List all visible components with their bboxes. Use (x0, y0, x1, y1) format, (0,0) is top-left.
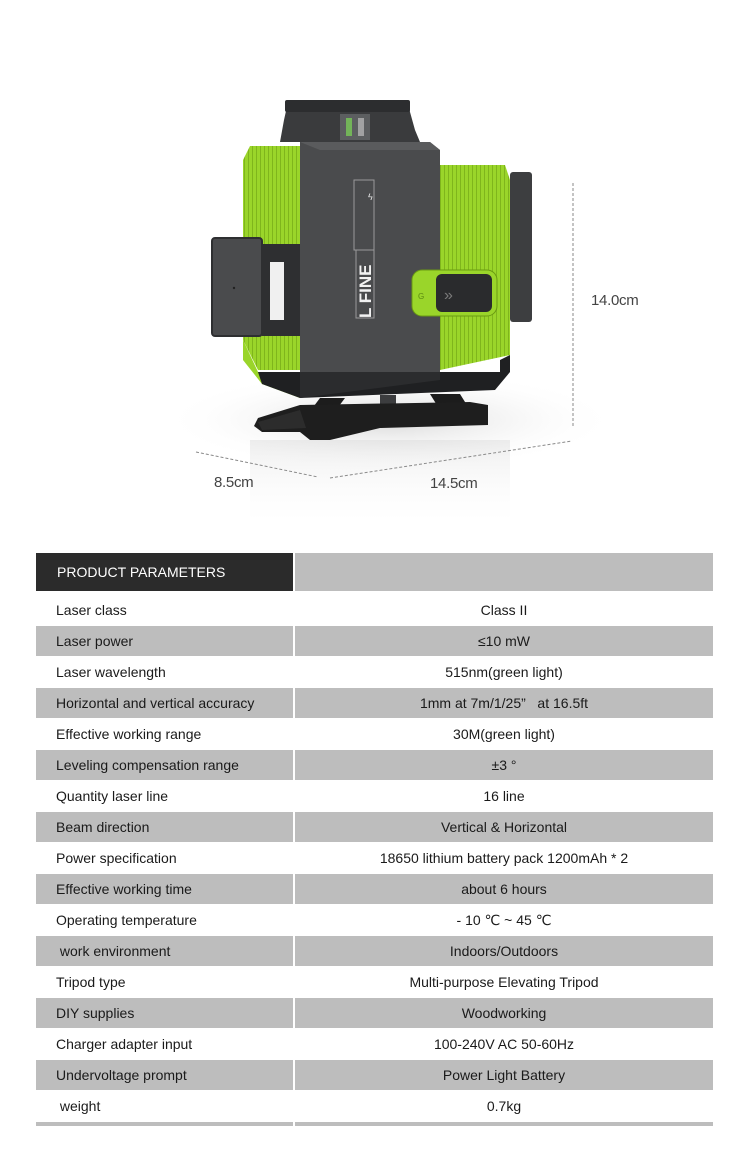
svg-text:ϟ: ϟ (368, 192, 373, 202)
param-label: Charger adapter input (56, 1036, 193, 1052)
param-value: 18650 lithium battery pack 1200mAh * 2 (379, 850, 629, 866)
param-value: Multi-purpose Elevating Tripod (409, 974, 599, 990)
param-value: 16 line (483, 788, 525, 804)
param-value: ±3 ° (295, 750, 713, 780)
param-value: - 10 ℃ ~ 45 ℃ (456, 911, 552, 928)
param-label: DIY supplies (36, 998, 293, 1028)
table-row (36, 935, 713, 967)
table-row (36, 749, 713, 781)
param-label: work environment (36, 936, 293, 966)
width-dimension-label: 14.5cm (430, 475, 478, 492)
power-switch (412, 270, 497, 316)
table-row (36, 873, 713, 905)
param-label: Operating temperature (56, 912, 197, 928)
table-row (36, 1029, 713, 1059)
table-row (36, 843, 713, 873)
param-label: Quantity laser line (56, 788, 169, 804)
param-value: Vertical & Horizontal (295, 812, 713, 842)
param-label: Laser wavelength (56, 664, 166, 680)
table-header-filler (295, 553, 713, 591)
param-value: about 6 hours (295, 874, 713, 904)
table-row (36, 781, 713, 811)
param-label: Undervoltage prompt (36, 1060, 293, 1090)
param-label: Effective working range (56, 726, 202, 742)
product-parameters-table (36, 553, 713, 1126)
table-row (36, 967, 713, 997)
param-value: Class II (480, 602, 528, 618)
param-label: Effective working time (36, 874, 293, 904)
laser-level-illustration (0, 0, 750, 545)
param-value: 1mm at 7m/1/25” at 16.5ft (295, 688, 713, 718)
laser-head (280, 100, 420, 142)
svg-text:»: » (444, 287, 453, 304)
right-green-housing (440, 165, 532, 370)
param-value: ≤10 mW (295, 626, 713, 656)
table-row (36, 625, 713, 657)
table-header (36, 553, 713, 591)
param-label: Beam direction (36, 812, 293, 842)
param-label: Leveling compensation range (36, 750, 293, 780)
param-label: Laser power (36, 626, 293, 656)
table-row (36, 905, 713, 935)
product-hero (0, 0, 750, 545)
table-row (36, 1091, 713, 1121)
param-value: Power Light Battery (295, 1060, 713, 1090)
left-door (212, 238, 300, 336)
param-value: Indoors/Outdoors (295, 936, 713, 966)
table-bottom-border (36, 1122, 713, 1126)
table-bottom-border-left (36, 1122, 293, 1126)
param-label: Horizontal and vertical accuracy (36, 688, 293, 718)
table-row (36, 687, 713, 719)
table-row (36, 811, 713, 843)
table-row (36, 997, 713, 1029)
param-label: Power specification (56, 850, 177, 866)
param-value: 30M(green light) (453, 726, 555, 742)
height-dimension-label: 14.0cm (591, 292, 639, 309)
table-row (36, 595, 713, 625)
depth-dimension-label: 8.5cm (214, 474, 254, 491)
table-bottom-border-right (295, 1122, 713, 1126)
param-label: Laser class (56, 602, 127, 618)
table-row (36, 719, 713, 749)
table-header-title: PRODUCT PARAMETERS (36, 553, 293, 591)
main-body (300, 142, 440, 372)
table-row (36, 1059, 713, 1091)
param-value: 100-240V AC 50-60Hz (433, 1036, 575, 1052)
param-value: Woodworking (295, 998, 713, 1028)
svg-text:L FINE: L FINE (356, 264, 375, 318)
param-value: 0.7kg (486, 1098, 522, 1114)
table-body (36, 595, 713, 1121)
param-label: weight (56, 1098, 101, 1114)
table-row (36, 657, 713, 687)
param-value: 515nm(green light) (445, 664, 563, 680)
param-label: Tripod type (56, 974, 126, 990)
svg-text:G: G (418, 292, 425, 301)
